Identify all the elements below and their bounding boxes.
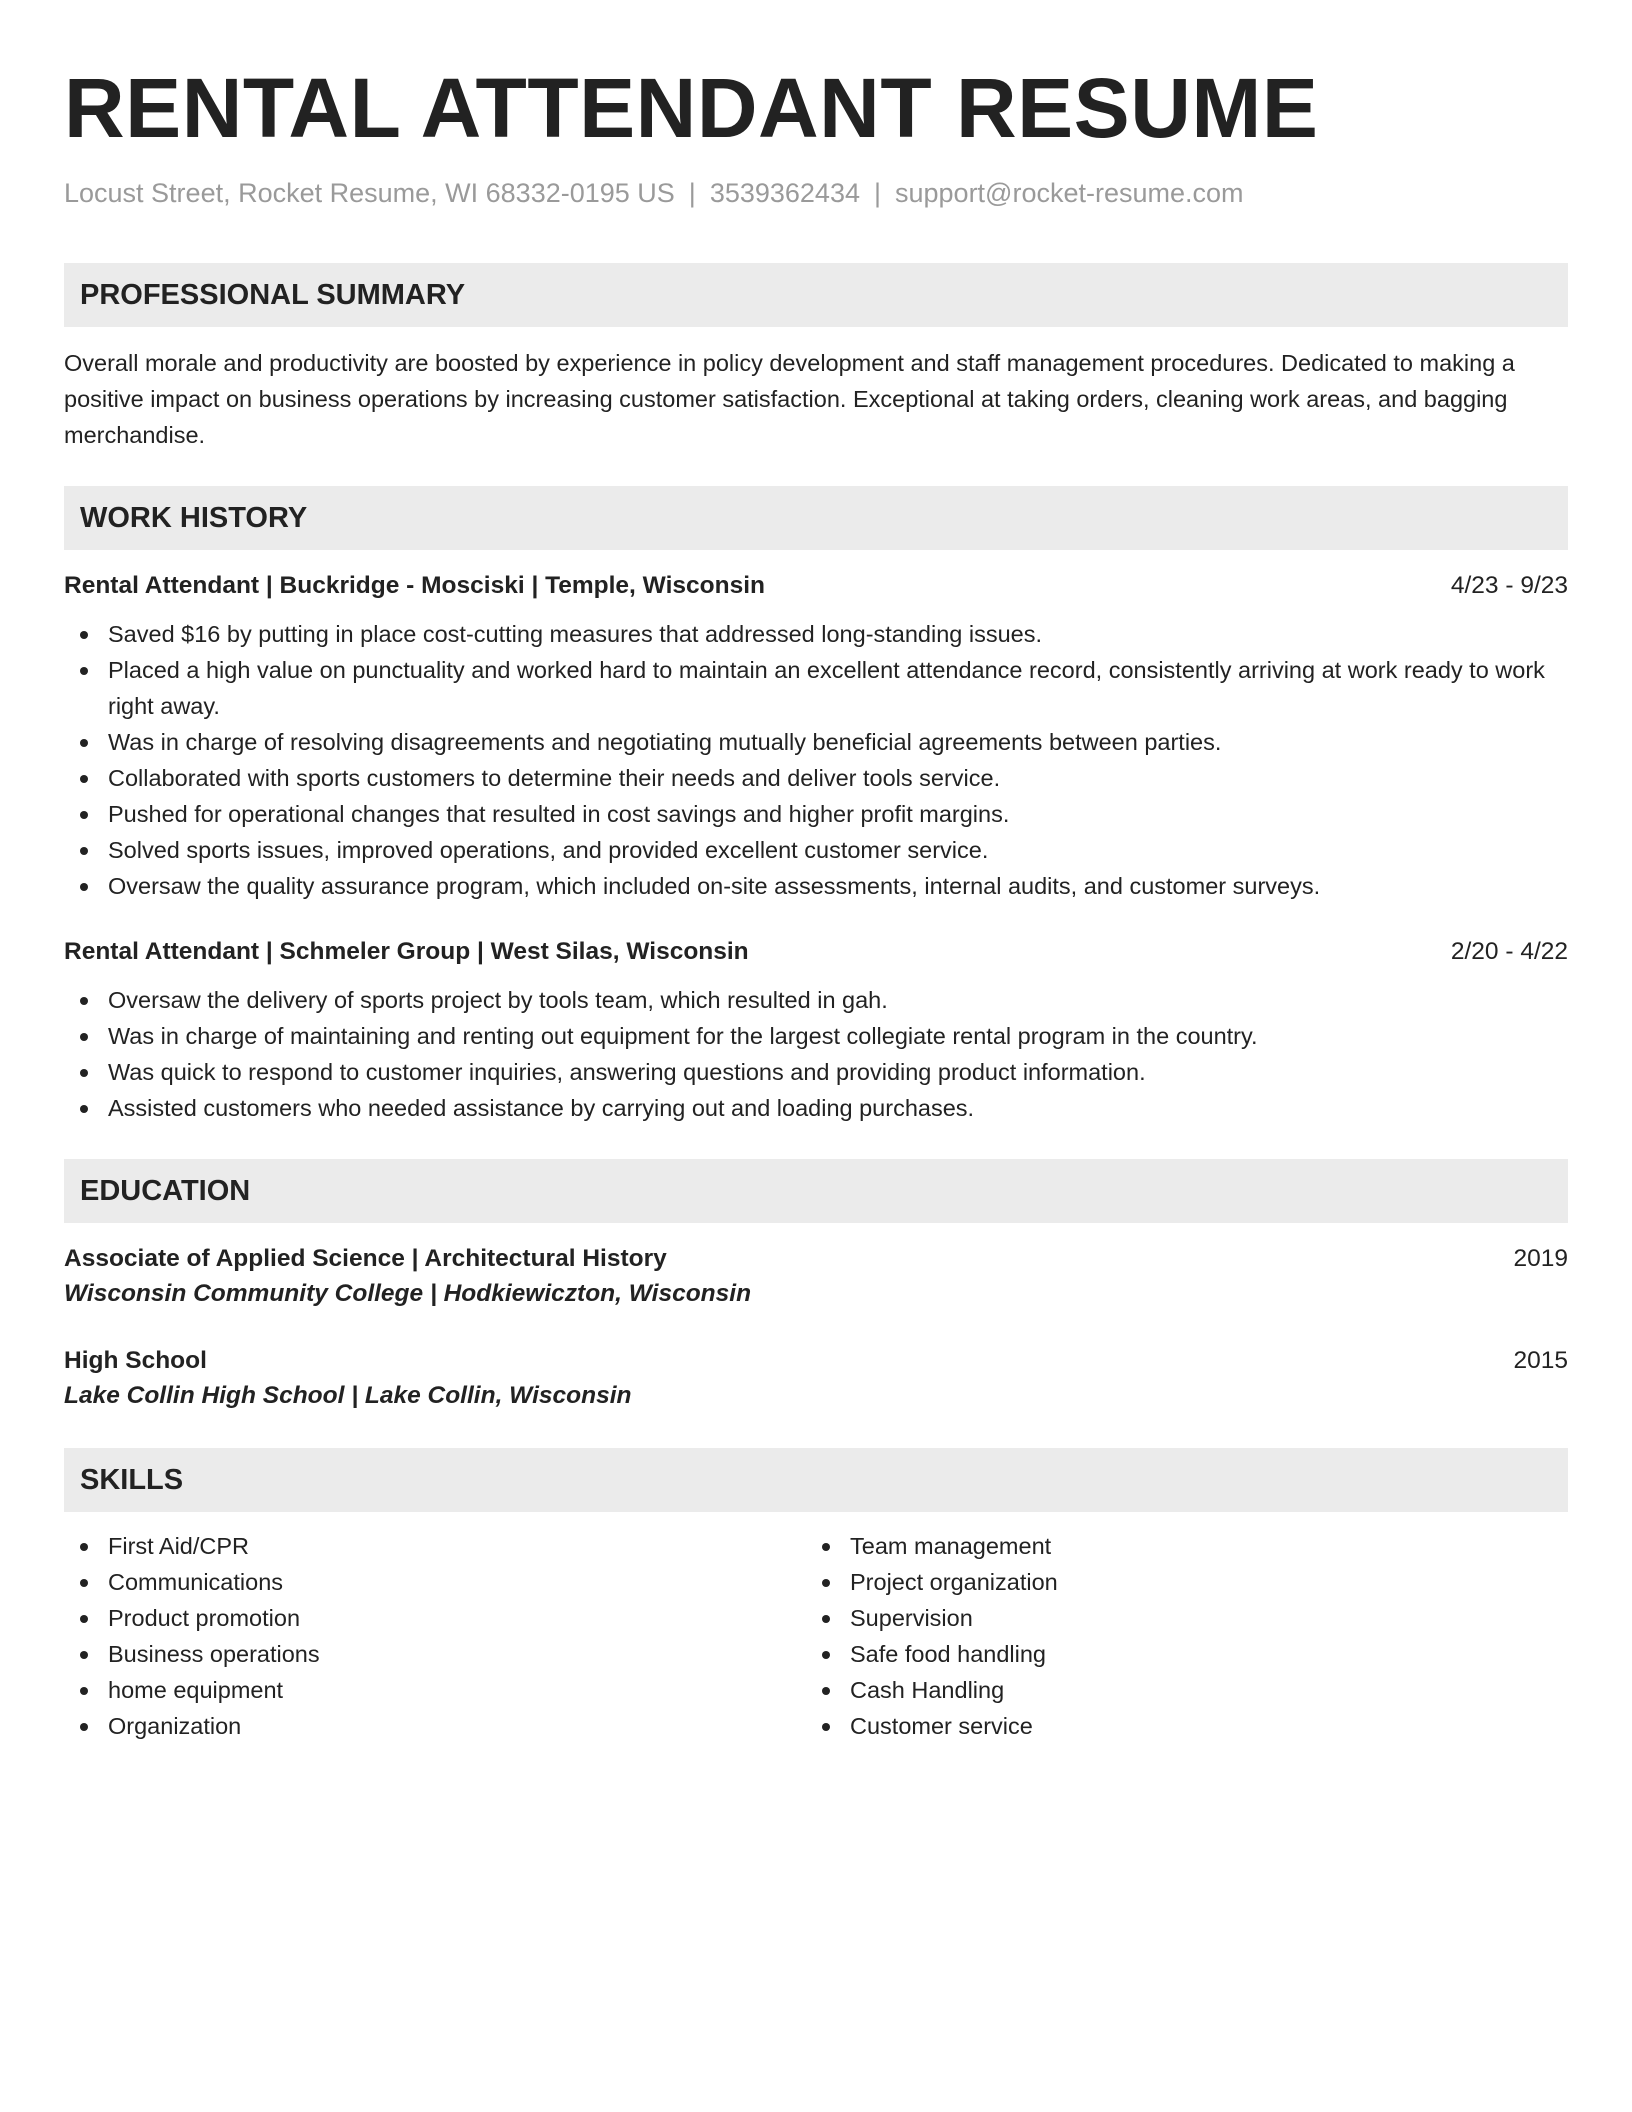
contact-line: [64, 176, 1568, 211]
job-header: [64, 570, 1568, 602]
skills-column-right: [806, 1528, 1548, 1744]
contact-address: Locust Street, Rocket Resume, WI 68332-0195 US: [64, 178, 675, 208]
summary-text: Overall morale and productivity are boosted by experience in policy development and staff management procedures. Dedicated to making a positive impact on business operations by increasing customer satisfaction. Exceptional at taking orders, cleaning work areas, and bagging merchandise.: [64, 350, 1515, 449]
contact-separator: |: [688, 178, 696, 208]
skill-item: First Aid/CPR: [64, 1528, 806, 1564]
section-heading-summary: PROFESSIONAL SUMMARY: [64, 263, 1568, 327]
job-entry: [64, 936, 1568, 1126]
skill-item: Cash Handling: [806, 1672, 1548, 1708]
skill-item: Team management: [806, 1528, 1548, 1564]
job-bullet: Placed a high value on punctuality and worked hard to maintain an excellent attendance record, consistently arriving at work ready to work right away.: [64, 652, 1568, 724]
job-bullet: Pushed for operational changes that resulted in cost savings and higher profit margins.: [64, 796, 1568, 832]
education-header: [64, 1345, 1568, 1377]
job-header: [64, 936, 1568, 968]
job-bullet: Oversaw the delivery of sports project by tools team, which resulted in gah.: [64, 982, 1568, 1018]
skill-item: Communications: [64, 1564, 806, 1600]
contact-separator: |: [873, 178, 881, 208]
job-bullet: Assisted customers who needed assistance by carrying out and loading purchases.: [64, 1090, 1568, 1126]
section-heading-skills: SKILLS: [64, 1448, 1568, 1512]
resume-title: RENTAL ATTENDANT RESUME: [64, 61, 1319, 155]
job-entry: [64, 570, 1568, 904]
skill-item: home equipment: [64, 1672, 806, 1708]
job-dates: 4/23 - 9/23: [1450, 572, 1568, 600]
skill-item: Project organization: [806, 1564, 1548, 1600]
skill-item: Business operations: [64, 1636, 806, 1672]
job-bullet: Was in charge of maintaining and renting out equipment for the largest collegiate rental program in the country.: [64, 1018, 1568, 1054]
job-bullet: Collaborated with sports customers to determine their needs and deliver tools service.: [64, 760, 1568, 796]
section-heading-work-history: WORK HISTORY: [64, 486, 1568, 550]
education-school: Lake Collin High School | Lake Collin, Wisconsin: [64, 1382, 632, 1410]
contact-phone: 3539362434: [709, 178, 860, 208]
job-bullet: Was in charge of resolving disagreements and negotiating mutually beneficial agreements between parties.: [64, 724, 1568, 760]
job-bullet: Was quick to respond to customer inquiries, answering questions and providing product information.: [64, 1054, 1568, 1090]
education-entry: [64, 1243, 1568, 1313]
skills-column-left: [64, 1528, 806, 1744]
skill-item: Supervision: [806, 1600, 1548, 1636]
job-bullet: Oversaw the quality assurance program, which included on-site assessments, internal audits, and customer surveys.: [64, 868, 1568, 904]
job-title: Rental Attendant | Schmeler Group | West Silas, Wisconsin: [64, 938, 749, 966]
education-entry: [64, 1345, 1568, 1415]
skill-item: Safe food handling: [806, 1636, 1548, 1672]
education-school: Wisconsin Community College | Hodkiewiczton, Wisconsin: [64, 1280, 752, 1308]
job-title: Rental Attendant | Buckridge - Mosciski | Temple, Wisconsin: [64, 572, 765, 600]
job-bullets: [64, 982, 1568, 1126]
education-year: 2019: [1513, 1245, 1568, 1273]
education-degree: Associate of Applied Science | Architectural History: [64, 1245, 667, 1273]
skill-item: Customer service: [806, 1708, 1548, 1744]
skills-grid: [64, 1528, 1568, 1744]
education-year: 2015: [1513, 1347, 1568, 1375]
skill-item: Product promotion: [64, 1600, 806, 1636]
job-bullet: Saved $16 by putting in place cost-cutting measures that addressed long-standing issues.: [64, 616, 1568, 652]
job-bullet: Solved sports issues, improved operations, and provided excellent customer service.: [64, 832, 1568, 868]
job-bullets: [64, 616, 1568, 904]
section-heading-education: EDUCATION: [64, 1159, 1568, 1223]
skill-item: Organization: [64, 1708, 806, 1744]
contact-email: support@rocket-resume.com: [895, 178, 1244, 208]
education-degree: High School: [64, 1347, 207, 1375]
job-dates: 2/20 - 4/22: [1450, 938, 1568, 966]
education-header: [64, 1243, 1568, 1275]
